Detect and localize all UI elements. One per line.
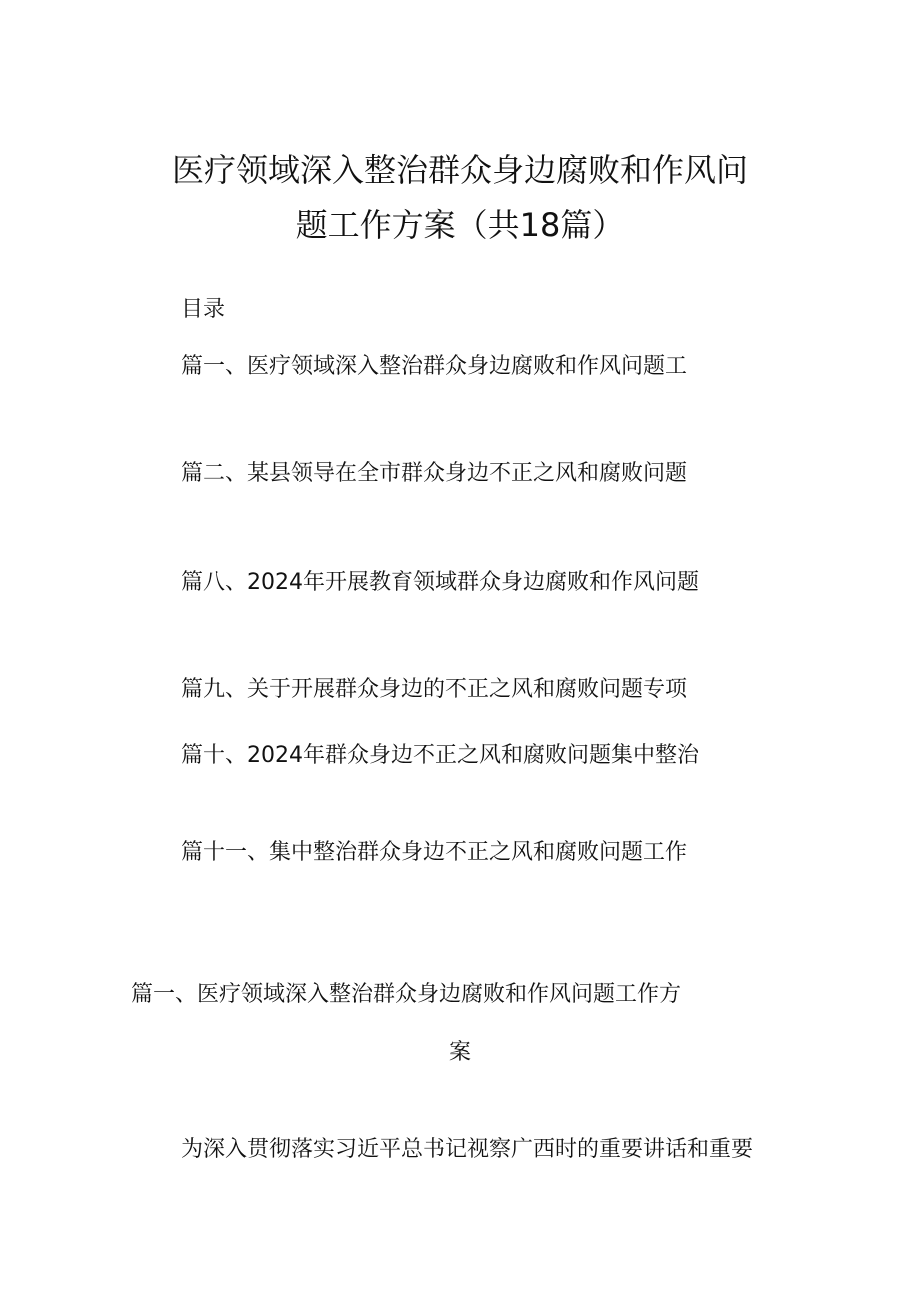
section-title-line-1: 篇一、医疗领域深入整治群众身边腐败和作风问题工作方 (131, 982, 682, 1007)
toc-item: 篇八、2024年开展教育领域群众身边腐败和作风问题 (181, 570, 699, 595)
toc-heading: 目录 (181, 297, 226, 322)
toc-item: 篇九、关于开展群众身边的不正之风和腐败问题专项 (181, 677, 688, 702)
toc-item: 篇一、医疗领域深入整治群众身边腐败和作风问题工 (181, 354, 688, 379)
toc-item: 篇十、2024年群众身边不正之风和腐败问题集中整治 (181, 743, 699, 768)
section-title-line-2: 案 (448, 1040, 471, 1065)
toc-item: 篇二、某县领导在全市群众身边不正之风和腐败问题 (181, 461, 688, 486)
body-paragraph: 为深入贯彻落实习近平总书记视察广西时的重要讲话和重要 (181, 1137, 754, 1162)
document-title-line-1: 医疗领域深入整治群众身边腐败和作风问 (171, 151, 748, 189)
document-title-line-2: 题工作方案（共18篇） (295, 206, 625, 244)
toc-item: 篇十一、集中整治群众身边不正之风和腐败问题工作 (181, 840, 688, 865)
